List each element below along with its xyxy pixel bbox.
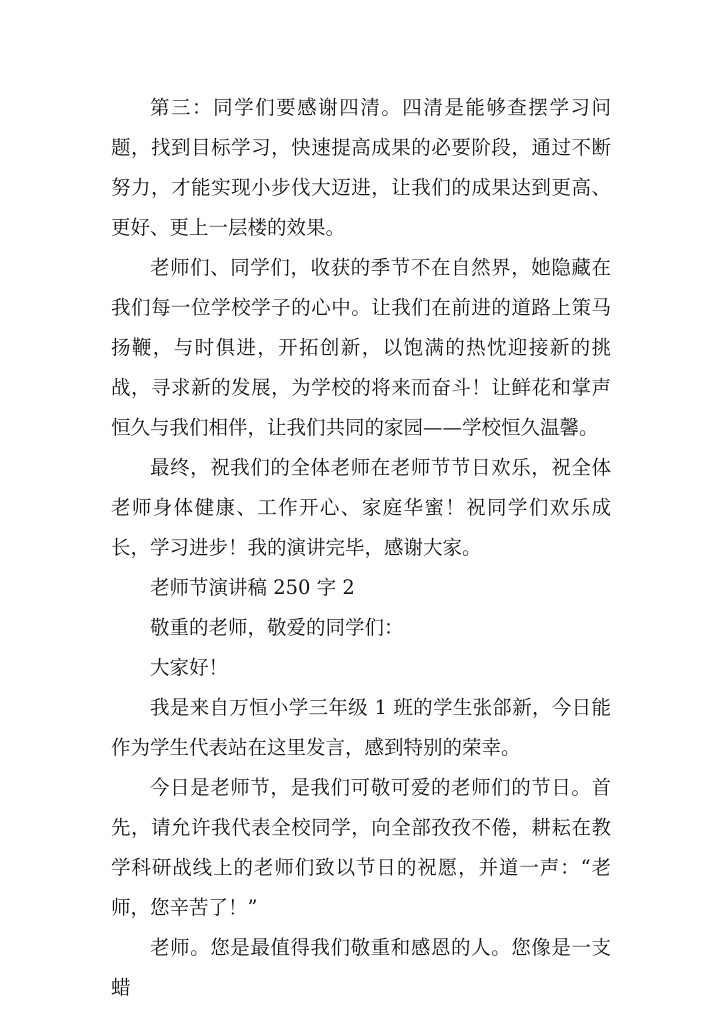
greeting: 大家好！ — [150, 656, 229, 679]
paragraph-thanks-siqing: 第三：同学们要感谢四清。四清是能够查摆学习问题，找到目标学习，快速提高成果的必要阶段，通过不断努力，才能实现小步伐大迈进，让我们的成果达到更高、更好、更上一层楼的效果。 — [111, 96, 611, 239]
paragraph-teachers-day: 今日是老师节，是我们可敬可爱的老师们的节日。首先，请允许我代表全校同学，向全部孜孜不倦，耕耘在教学科研战线上的老师们致以节日的祝愿，并道一声：“老师，您辛苦了！” — [111, 776, 611, 919]
paragraph-harvest-season: 老师们、同学们，收获的季节不在自然界，她隐藏在我们每一位学校学子的心中。让我们在前进的道路上策马扬鞭，与时俱进，开拓创新，以饱满的热忱迎接新的挑战，寻求新的发展，为学校的将来而奋斗！让鲜花和掌声恒久与我们相伴，让我们共同的家园——学校恒久温馨。 — [111, 256, 611, 439]
salutation: 敬重的老师，敬爱的同学们： — [150, 616, 404, 639]
paragraph-self-introduction: 我是来自万恒小学三年级 1 班的学生张郃新，今日能作为学生代表站在这里发言，感到特别的荣幸。 — [111, 696, 611, 759]
section-heading: 老师节演讲稿 250 字 2 — [150, 576, 355, 599]
document-body — [111, 88, 611, 1008]
paragraph-closing-wishes: 最终，祝我们的全体老师在老师节节日欢乐，祝全体老师身体健康、工作开心、家庭华蜜！祝同学们欢乐成长，学习进步！我的演讲完毕，感谢大家。 — [111, 456, 611, 559]
paragraph-teacher-respect: 老师。您是最值得我们敬重和感恩的人。您像是一支蜡 — [111, 936, 611, 999]
